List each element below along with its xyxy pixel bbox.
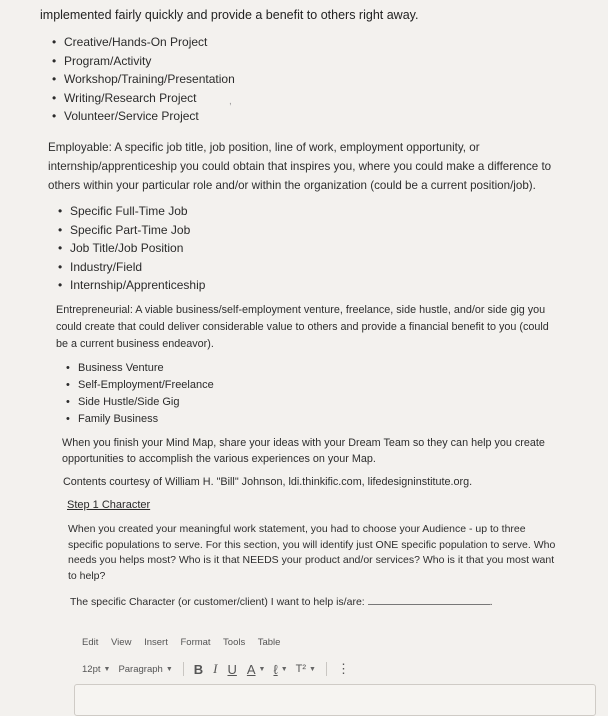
chevron-down-icon: ▼ <box>309 665 316 673</box>
more-options-icon[interactable]: ⋮ <box>336 661 350 676</box>
list-item: • Volunteer/Service Project <box>52 107 235 126</box>
menu-table[interactable]: Table <box>257 637 281 648</box>
prompt-text: The specific Character (or customer/client) I want to help is/are: <box>70 596 365 608</box>
list-item: • Program/Activity <box>52 52 235 71</box>
menu-view[interactable]: View <box>111 637 132 648</box>
character-prompt <box>70 594 590 610</box>
chevron-down-icon: ▼ <box>103 665 111 673</box>
list-item: • Specific Part-Time Job <box>58 221 205 240</box>
italic-button[interactable]: I <box>213 661 218 676</box>
font-size-value: 12pt <box>82 663 101 675</box>
chevron-down-icon: ▼ <box>165 665 173 673</box>
character-paragraph: When you created your meaningful work statement, you had to choose your Audience - up to three specific populations to serve. For this section, you will identify just ONE specific population to serve. Who needs you helps most? Who is it that NEEDS your product and/or services? Who is it that you most want to help? <box>68 523 556 582</box>
text-color-button[interactable] <box>247 662 266 677</box>
answer-blank-line <box>368 594 490 605</box>
chevron-down-icon: ▼ <box>280 665 288 673</box>
list-item: • Workshop/Training/Presentation <box>52 70 235 89</box>
editor-menubar <box>82 637 290 648</box>
bold-button[interactable]: B <box>193 661 204 677</box>
menu-tools[interactable]: Tools <box>223 637 246 648</box>
highlight-button[interactable] <box>273 662 287 677</box>
list-item: • Specific Full-Time Job <box>58 202 205 221</box>
employment-list <box>58 202 205 295</box>
business-list <box>66 360 214 428</box>
list-item: • Internship/Apprenticeship <box>58 276 205 295</box>
credits-paragraph: Contents courtesy of William H. "Bill" Johnson, ldi.thinkific.com, lifedesigninstitute.org. <box>63 476 473 488</box>
menu-edit[interactable]: Edit <box>82 637 99 648</box>
text-color-icon: A <box>246 661 256 677</box>
highlight-icon: ℓ <box>273 661 278 677</box>
list-item: • Job Title/Job Position <box>58 239 205 258</box>
superscript-icon: T² <box>295 663 307 675</box>
employable-paragraph: Employable: A specific job title, job position, line of work, employment opportunity, or internship/apprenticeship you could obtain that inspires you, where you could make a difference to others within your particular role and/or within the organization (could be a current position/job). <box>48 141 552 192</box>
prompt-end: . <box>489 596 493 608</box>
toolbar-divider <box>183 662 184 676</box>
menu-insert[interactable]: Insert <box>144 637 168 648</box>
editor-toolbar <box>82 660 360 678</box>
list-item: • Family Business <box>66 411 214 428</box>
project-list <box>52 33 235 126</box>
list-item: • Creative/Hands-On Project <box>52 33 235 52</box>
list-item: • Business Venture <box>66 360 214 377</box>
chevron-down-icon: ▼ <box>258 665 266 673</box>
underline-button[interactable]: U <box>227 661 237 677</box>
intro-line: implemented fairly quickly and provide a benefit to others right away. <box>40 8 419 22</box>
list-item: • Writing/Research Project <box>52 89 235 108</box>
menu-format[interactable]: Format <box>180 637 211 648</box>
mindmap-paragraph: When you finish your Mind Map, share your ideas with your Dream Team so they can help you create opportunities to accomplish the various experiences on your Map. <box>62 437 545 465</box>
stray-mark: , <box>229 96 232 107</box>
font-size-select[interactable] <box>82 664 110 675</box>
list-item: • Side Hustle/Side Gig <box>66 394 214 411</box>
superscript-button[interactable] <box>296 663 316 675</box>
entrepreneurial-paragraph: Entrepreneurial: A viable business/self-employment venture, freelance, side hustle, and/or side gig you could create that could deliver considerable value to others and provide a financial benefit to you (could be a current business endeavor). <box>56 304 549 350</box>
toolbar-divider <box>326 662 327 676</box>
step-title: Step 1 Character <box>67 499 151 511</box>
list-item: • Industry/Field <box>58 258 205 277</box>
block-format-value: Paragraph <box>118 663 163 675</box>
block-format-select[interactable] <box>118 664 172 675</box>
answer-editor-area[interactable] <box>74 684 596 716</box>
list-item: • Self-Employment/Freelance <box>66 377 214 394</box>
